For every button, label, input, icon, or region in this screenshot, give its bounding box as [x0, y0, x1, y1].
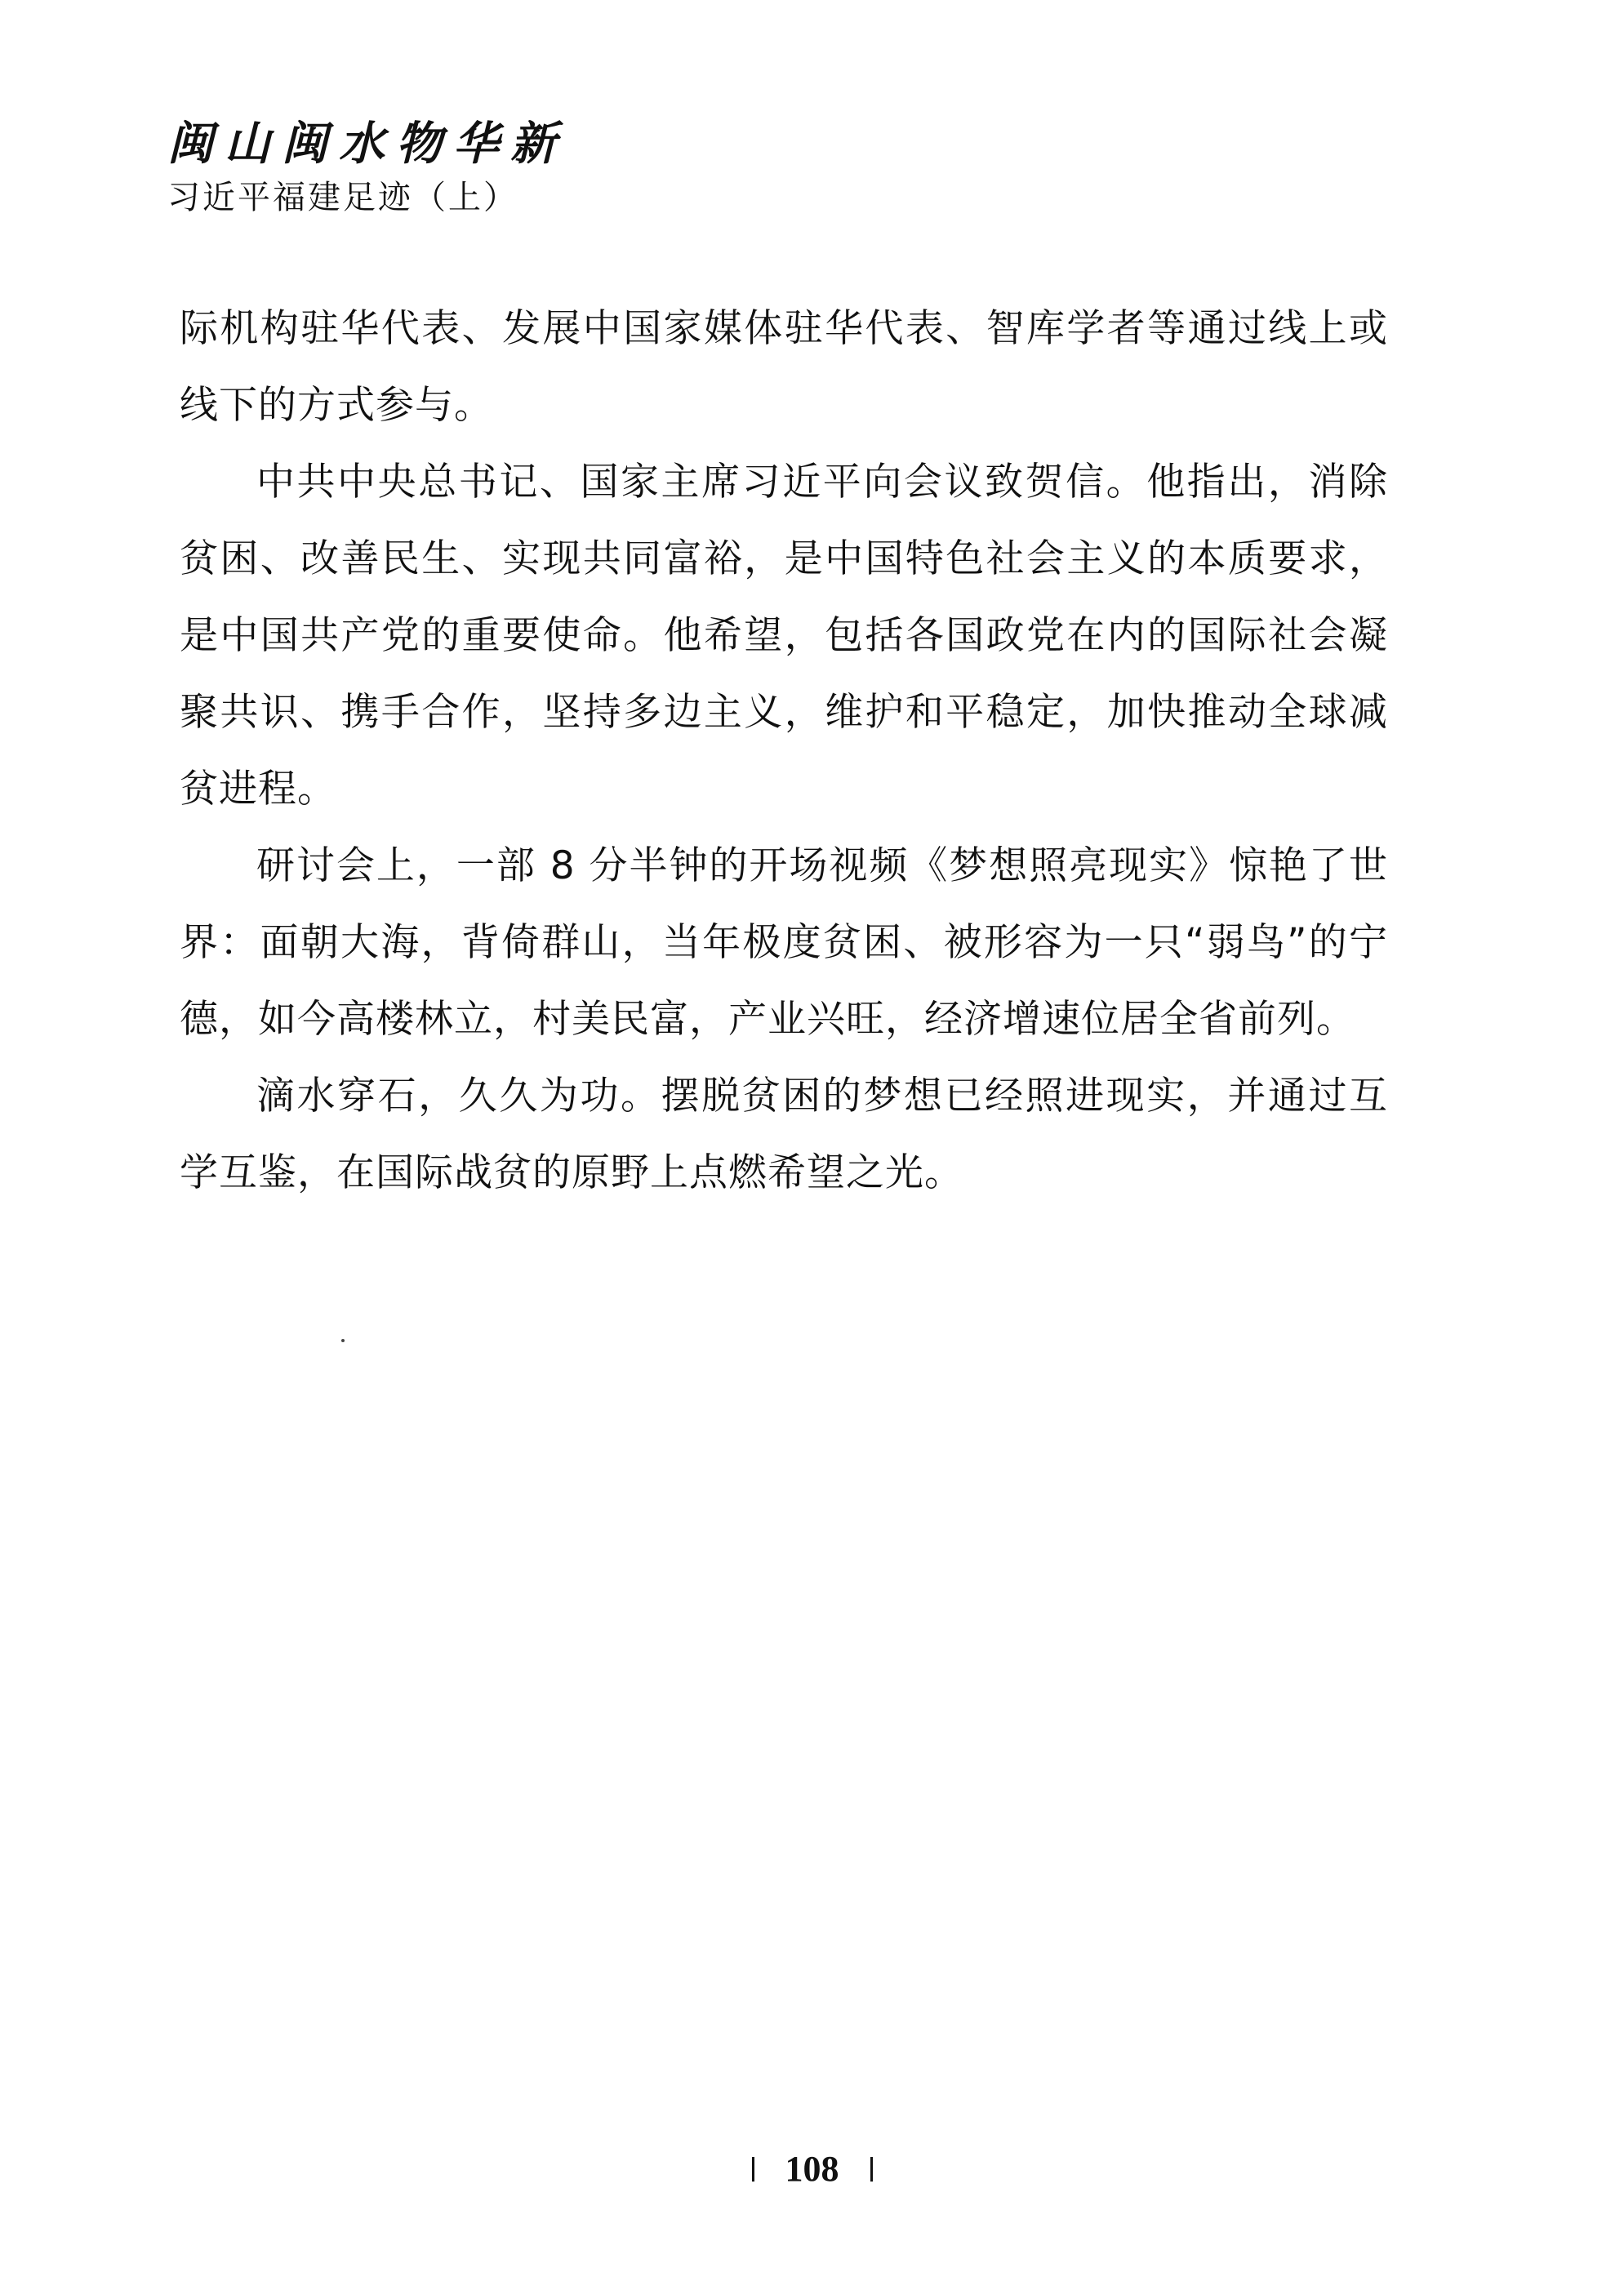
page-footer — [0, 2143, 1624, 2192]
paragraph-opening-video: 研讨会上，一部 8 分半钟的开场视频《梦想照亮现实》惊艳了世界：面朝大海，背倚群山，当年极度贫困、被形容为一只“弱鸟”的宁德，如今高楼林立，村美民富，产业兴旺，经济增速位居全省前列。 — [180, 843, 1388, 1042]
paragraph-congratulatory-letter: 中共中央总书记、国家主席习近平向会议致贺信。他指出，消除贫困、改善民生、实现共同富裕，是中国特色社会主义的本质要求，是中国共产党的重要使命。他希望，包括各国政党在内的国际社会凝聚共识、携手合作，坚持多边主义，维护和平稳定，加快推动全球减贫进程。 — [180, 460, 1388, 812]
folio-rule-left — [752, 2157, 754, 2182]
paragraph-continued: 际机构驻华代表、发展中国家媒体驻华代表、智库学者等通过线上或线下的方式参与。 — [180, 306, 1388, 428]
running-head — [167, 114, 567, 220]
folio-rule-right — [870, 2157, 873, 2182]
body-text — [180, 291, 1388, 1212]
book-subtitle: 习近平福建足迹（上） — [167, 179, 518, 216]
print-speck — [341, 1339, 345, 1342]
page-number: 108 — [785, 2148, 839, 2189]
book-title: 闽山闽水物华新 — [167, 117, 567, 171]
paragraph-closing: 滴水穿石，久久为功。摆脱贫困的梦想已经照进现实，并通过互学互鉴，在国际战贫的原野上点燃希望之光。 — [180, 1074, 1388, 1195]
